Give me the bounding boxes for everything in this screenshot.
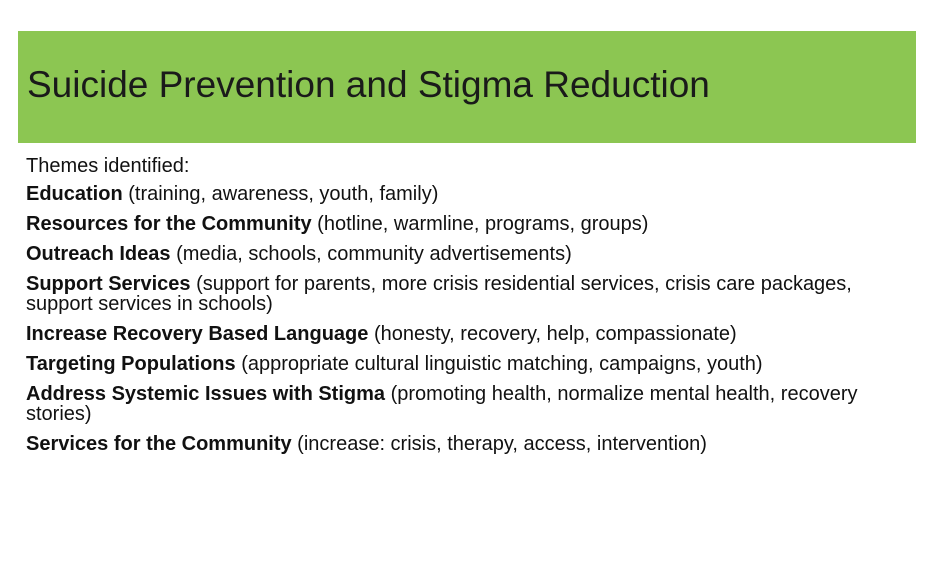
- slide-body: [26, 154, 906, 464]
- theme-item-support: [26, 274, 906, 314]
- theme-item-recovery-language: [26, 324, 906, 344]
- theme-name: Targeting Populations: [26, 353, 236, 375]
- theme-name: Address Systemic Issues with Stigma: [26, 383, 386, 405]
- theme-detail: (training, awareness, youth, family): [122, 183, 439, 205]
- theme-detail: (promoting health, normalize mental health, recovery stories): [26, 383, 858, 425]
- theme-name: Increase Recovery Based Language: [26, 323, 369, 345]
- theme-name: Education: [26, 183, 123, 205]
- theme-item-services: [26, 434, 906, 454]
- theme-name: Services for the Community: [26, 433, 292, 455]
- theme-detail: (media, schools, community advertisements): [170, 243, 572, 265]
- theme-item-outreach: [26, 244, 906, 264]
- theme-detail: (hotline, warmline, programs, groups): [311, 213, 649, 235]
- title-banner: [18, 31, 916, 143]
- theme-item-resources: [26, 214, 906, 234]
- theme-detail: (appropriate cultural linguistic matching, campaigns, youth): [235, 353, 763, 375]
- theme-detail: (increase: crisis, therapy, access, intervention): [291, 433, 707, 455]
- theme-name: Resources for the Community: [26, 213, 312, 235]
- theme-item-education: [26, 184, 906, 204]
- themes-intro: Themes identified:: [26, 155, 190, 177]
- theme-detail: (honesty, recovery, help, compassionate): [368, 323, 737, 345]
- theme-detail: (support for parents, more crisis residential services, crisis care packages, support services in schools): [26, 273, 852, 315]
- theme-name: Support Services: [26, 273, 191, 295]
- slide-title: Suicide Prevention and Stigma Reduction: [27, 64, 710, 105]
- theme-item-systemic-issues: [26, 384, 906, 424]
- theme-item-targeting: [26, 354, 906, 374]
- theme-name: Outreach Ideas: [26, 243, 171, 265]
